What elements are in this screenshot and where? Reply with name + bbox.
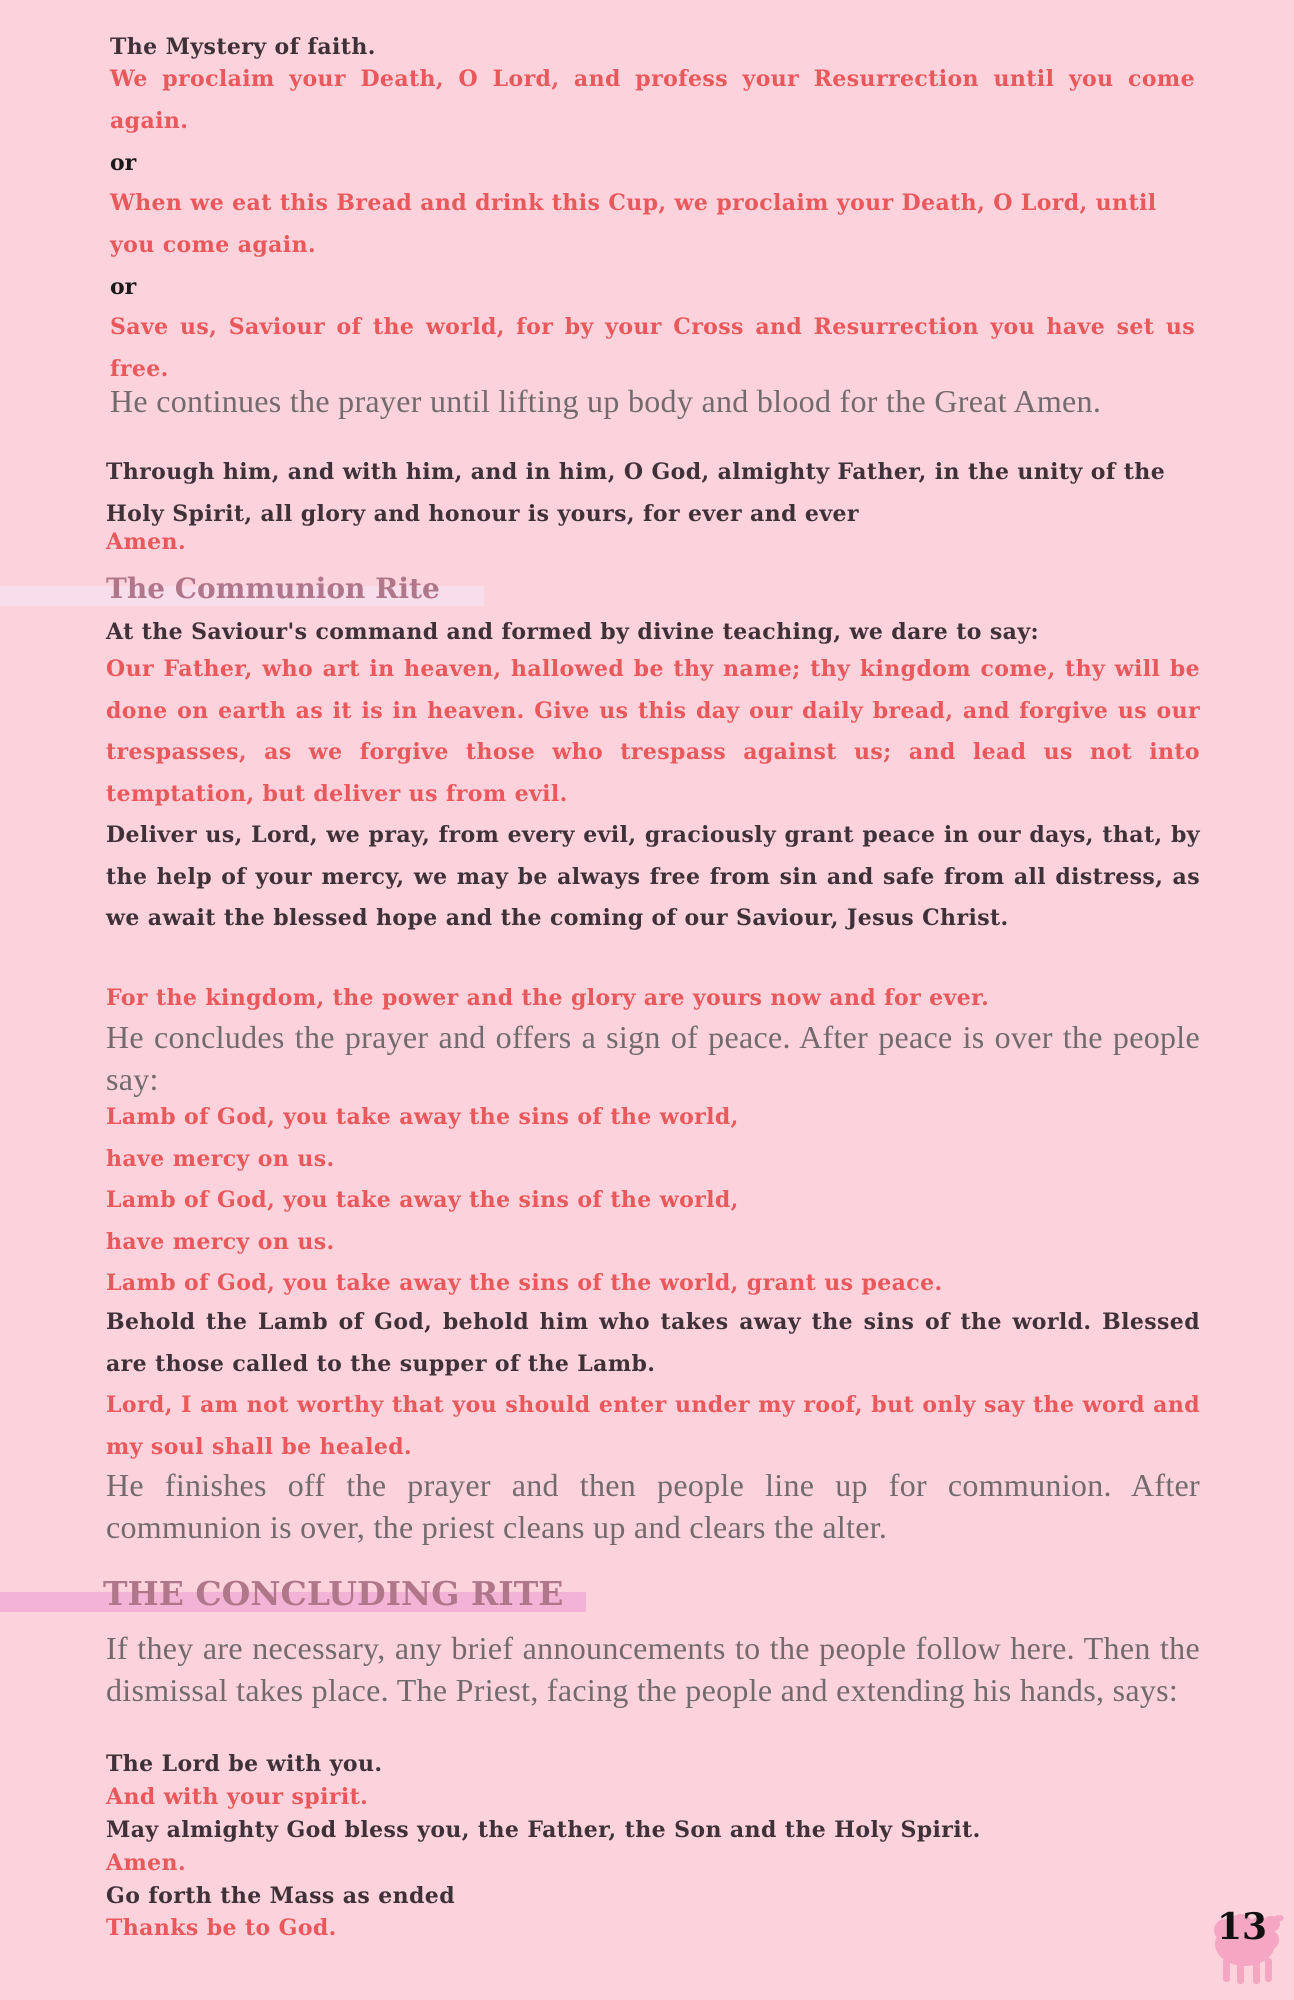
page-number: 13 xyxy=(1217,1906,1268,1948)
sign-of-peace-note: He concludes the prayer and offers a sign of peace. After peace is over the people say: xyxy=(106,1019,1200,1097)
dismissal-response: Thanks be to God. xyxy=(106,1915,337,1941)
our-father-prayer: Our Father, who art in heaven, hallowed be thy name; thy kingdom come, thy will be done on earth as it is in heaven. Give us this day our daily bread, and forgive us our trespasses, as we forgive those who trespass against us; and lead us not into temptation, but deliver us from evil. xyxy=(106,656,1200,807)
great-amen-response: Amen. xyxy=(106,529,186,555)
communion-rite-heading: The Communion Rite xyxy=(106,572,440,605)
acclamation-response-3: Save us, Saviour of the world, for by your Cross and Resurrection you have set us free. xyxy=(110,314,1195,382)
communion-note: He finishes off the prayer and then people line up for communion. After communion is over, the priest cleans up and clears the alter. xyxy=(106,1467,1200,1545)
acclamation-response-1: We proclaim your Death, O Lord, and profess your Resurrection until you come again. xyxy=(110,66,1195,134)
greeting: The Lord be with you. xyxy=(106,1751,383,1777)
mystery-of-faith-intro: The Mystery of faith. xyxy=(110,34,376,60)
or-separator-2: or xyxy=(110,274,137,300)
lamb-of-god-mercy-2: have mercy on us. xyxy=(106,1229,335,1255)
lamb-of-god-line-1: Lamb of God, you take away the sins of the world, xyxy=(106,1104,739,1130)
greeting-response: And with your spirit. xyxy=(106,1784,369,1810)
acclamation-response-2: When we eat this Bread and drink this Cup, we proclaim your Death, O Lord, until you come again. xyxy=(110,190,1157,258)
final-doxology: Through him, and with him, and in him, O God, almighty Father, in the unity of the Holy Spirit, all glory and honour is yours, for ever and ever xyxy=(106,459,1166,527)
dismissal-intro-note: If they are necessary, any brief announcements to the people follow here. Then the dismissal takes place. The Priest, facing the people and extending his hands, says: xyxy=(106,1630,1200,1708)
behold-the-lamb: Behold the Lamb of God, behold him who takes away the sins of the world. Blessed are those called to the supper of the Lamb. xyxy=(106,1309,1200,1377)
or-separator-1: or xyxy=(110,150,137,176)
final-blessing: May almighty God bless you, the Father, the Son and the Holy Spirit. xyxy=(106,1817,981,1843)
lamb-of-god-line-3: Lamb of God, you take away the sins of the world, grant us peace. xyxy=(106,1270,943,1296)
dismissal: Go forth the Mass as ended xyxy=(106,1883,455,1909)
great-amen-note: He continues the prayer until lifting up body and blood for the Great Amen. xyxy=(110,383,1102,419)
embolism-prayer: Deliver us, Lord, we pray, from every evil, graciously grant peace in our days, that, by the help of your mercy, we may be always free from sin and safe from all distress, as we await the blessed hope and the coming of our Saviour, Jesus Christ. xyxy=(106,822,1200,931)
doxology-response: For the kingdom, the power and the glory are yours now and for ever. xyxy=(106,985,990,1011)
our-father-invitation: At the Saviour's command and formed by divine teaching, we dare to say: xyxy=(106,619,1040,645)
lamb-of-god-mercy-1: have mercy on us. xyxy=(106,1146,335,1172)
concluding-rite-heading: THE CONCLUDING RITE xyxy=(103,1574,564,1613)
lord-i-am-not-worthy: Lord, I am not worthy that you should enter under my roof, but only say the word and my soul shall be healed. xyxy=(106,1392,1200,1460)
lamb-of-god-line-2: Lamb of God, you take away the sins of the world, xyxy=(106,1187,739,1213)
blessing-amen: Amen. xyxy=(106,1850,186,1876)
